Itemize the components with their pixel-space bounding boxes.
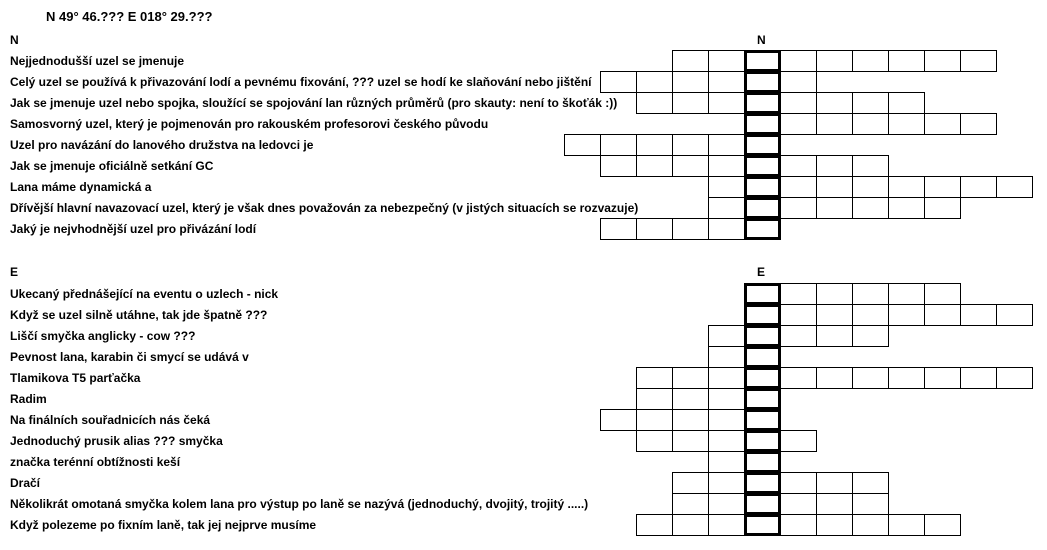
clue-text: Liščí smyčka anglicky - cow ???: [10, 329, 196, 343]
answer-cell[interactable]: [672, 388, 709, 410]
answer-cell[interactable]: [708, 430, 745, 452]
answer-cell[interactable]: [924, 283, 961, 305]
answer-cell[interactable]: [708, 92, 745, 114]
answer-cell[interactable]: [600, 218, 637, 240]
clue-text: Několikrát omotaná smyčka kolem lana pro výstup po laně se nazývá (jednoduchý, dvojitý, trojitý .....): [10, 497, 589, 511]
answer-cell[interactable]: [816, 325, 853, 347]
answer-cell[interactable]: [816, 113, 853, 135]
key-column-letter-0: N: [757, 33, 766, 47]
answer-cell[interactable]: [852, 155, 889, 177]
answer-cell[interactable]: [564, 134, 601, 156]
answer-key-cell[interactable]: [744, 472, 781, 494]
clue-text: Pevnost lana, karabin či smycí se udává v: [10, 350, 249, 364]
answer-cell[interactable]: [888, 283, 925, 305]
answer-cell[interactable]: [780, 50, 817, 72]
clue-text: Na finálních souřadnicích nás čeká: [10, 413, 211, 427]
answer-cell[interactable]: [852, 472, 889, 494]
section-letter-0: N: [10, 33, 19, 47]
answer-cell[interactable]: [816, 514, 853, 536]
answer-cell[interactable]: [636, 388, 673, 410]
clue-text: Jaký je nejvhodnější uzel pro přivázání lodí: [10, 222, 257, 236]
clue-text: Jak se jmenuje uzel nebo spojka, sloužící se spojování lan různých průměrů (pro skauty: není to škoťák :)): [10, 96, 618, 110]
answer-cell[interactable]: [888, 367, 925, 389]
answer-cell[interactable]: [672, 472, 709, 494]
answer-key-cell[interactable]: [744, 367, 781, 389]
clue-text: Uzel pro navázání do lanového družstva na ledovci je: [10, 138, 314, 152]
answer-cell[interactable]: [852, 514, 889, 536]
answer-cell[interactable]: [924, 367, 961, 389]
answer-cell[interactable]: [816, 50, 853, 72]
answer-cell[interactable]: [672, 493, 709, 515]
answer-cell[interactable]: [924, 50, 961, 72]
answer-cell[interactable]: [780, 92, 817, 114]
answer-key-cell[interactable]: [744, 409, 781, 431]
answer-cell[interactable]: [708, 367, 745, 389]
answer-cell[interactable]: [672, 134, 709, 156]
clue-text: Jednoduchý prusik alias ??? smyčka: [10, 434, 223, 448]
answer-cell[interactable]: [636, 430, 673, 452]
answer-key-cell[interactable]: [744, 388, 781, 410]
answer-cell[interactable]: [960, 176, 997, 198]
answer-cell[interactable]: [816, 92, 853, 114]
answer-cell[interactable]: [708, 409, 745, 431]
answer-cell[interactable]: [780, 367, 817, 389]
answer-cell[interactable]: [816, 176, 853, 198]
answer-cell[interactable]: [924, 176, 961, 198]
answer-cell[interactable]: [852, 92, 889, 114]
answer-cell[interactable]: [852, 283, 889, 305]
answer-cell[interactable]: [672, 367, 709, 389]
answer-cell[interactable]: [852, 197, 889, 219]
answer-key-cell[interactable]: [744, 92, 781, 114]
answer-cell[interactable]: [708, 134, 745, 156]
clue-text: Dřívější hlavní navazovací uzel, který je však dnes považován za nebezpečný (v jistých situacích se rozvazuje): [10, 201, 639, 215]
answer-cell[interactable]: [960, 113, 997, 135]
answer-cell[interactable]: [852, 367, 889, 389]
clue-text: Lana máme dynamická a: [10, 180, 152, 194]
answer-cell[interactable]: [636, 155, 673, 177]
answer-key-cell[interactable]: [744, 176, 781, 198]
section-letter-1: E: [10, 265, 19, 279]
answer-cell[interactable]: [780, 325, 817, 347]
clue-text: Ukecaný přednášející na eventu o uzlech - nick: [10, 287, 279, 301]
answer-cell[interactable]: [708, 176, 745, 198]
answer-cell[interactable]: [924, 113, 961, 135]
answer-cell[interactable]: [708, 325, 745, 347]
answer-cell[interactable]: [672, 50, 709, 72]
answer-cell[interactable]: [924, 304, 961, 326]
answer-cell[interactable]: [960, 367, 997, 389]
answer-key-cell[interactable]: [744, 113, 781, 135]
key-column-letter-1: E: [757, 265, 766, 279]
answer-cell[interactable]: [780, 176, 817, 198]
answer-cell[interactable]: [672, 218, 709, 240]
clue-text: Tlamikova T5 parťačka: [10, 371, 141, 385]
answer-cell[interactable]: [636, 71, 673, 93]
clue-text: značka terénní obtížnosti keší: [10, 455, 181, 469]
clue-text: Nejjednodušší uzel se jmenuje: [10, 54, 185, 68]
answer-cell[interactable]: [888, 514, 925, 536]
answer-cell[interactable]: [888, 304, 925, 326]
answer-cell[interactable]: [636, 218, 673, 240]
answer-cell[interactable]: [996, 176, 1033, 198]
answer-cell[interactable]: [816, 197, 853, 219]
answer-key-cell[interactable]: [744, 218, 781, 240]
answer-cell[interactable]: [708, 514, 745, 536]
answer-cell[interactable]: [708, 197, 745, 219]
answer-key-cell[interactable]: [744, 71, 781, 93]
answer-cell[interactable]: [888, 50, 925, 72]
answer-cell[interactable]: [888, 92, 925, 114]
answer-cell[interactable]: [636, 92, 673, 114]
answer-cell[interactable]: [636, 367, 673, 389]
clue-text: Samosvorný uzel, který je pojmenován pro rakouském profesorovi českého původu: [10, 117, 489, 131]
answer-key-cell[interactable]: [744, 514, 781, 536]
answer-key-cell[interactable]: [744, 50, 781, 72]
answer-cell[interactable]: [672, 92, 709, 114]
answer-key-cell[interactable]: [744, 283, 781, 305]
answer-cell[interactable]: [636, 514, 673, 536]
answer-cell[interactable]: [996, 304, 1033, 326]
answer-cell[interactable]: [672, 155, 709, 177]
answer-cell[interactable]: [708, 472, 745, 494]
answer-cell[interactable]: [780, 71, 817, 93]
answer-cell[interactable]: [708, 346, 745, 368]
answer-cell[interactable]: [852, 325, 889, 347]
answer-cell[interactable]: [816, 283, 853, 305]
clue-text: Dračí: [10, 476, 41, 490]
answer-key-cell[interactable]: [744, 197, 781, 219]
answer-key-cell[interactable]: [744, 430, 781, 452]
answer-cell[interactable]: [852, 176, 889, 198]
answer-key-cell[interactable]: [744, 325, 781, 347]
answer-cell[interactable]: [852, 50, 889, 72]
answer-cell[interactable]: [924, 197, 961, 219]
answer-cell[interactable]: [780, 283, 817, 305]
answer-cell[interactable]: [816, 367, 853, 389]
clue-text: Celý uzel se používá k přivazování lodí a pevnému fixování, ??? uzel se hodí ke slaňování nebo jištění: [10, 75, 592, 89]
answer-key-cell[interactable]: [744, 155, 781, 177]
answer-cell[interactable]: [780, 304, 817, 326]
answer-cell[interactable]: [780, 430, 817, 452]
answer-cell[interactable]: [816, 155, 853, 177]
answer-cell[interactable]: [708, 50, 745, 72]
answer-cell[interactable]: [636, 134, 673, 156]
clue-text: Radim: [10, 392, 47, 406]
answer-cell[interactable]: [924, 514, 961, 536]
answer-cell[interactable]: [708, 388, 745, 410]
answer-cell[interactable]: [780, 155, 817, 177]
clue-text: Když se uzel silně utáhne, tak jde špatně ???: [10, 308, 268, 322]
answer-cell[interactable]: [816, 304, 853, 326]
answer-cell[interactable]: [600, 155, 637, 177]
answer-cell[interactable]: [708, 71, 745, 93]
answer-cell[interactable]: [816, 472, 853, 494]
answer-cell[interactable]: [672, 514, 709, 536]
answer-cell[interactable]: [816, 493, 853, 515]
answer-cell[interactable]: [780, 514, 817, 536]
answer-cell[interactable]: [708, 218, 745, 240]
coordinates: N 49° 46.??? E 018° 29.???: [46, 9, 213, 24]
answer-key-cell[interactable]: [744, 493, 781, 515]
answer-cell[interactable]: [672, 71, 709, 93]
clue-text: Jak se jmenuje oficiálně setkání GC: [10, 159, 214, 173]
answer-cell[interactable]: [708, 155, 745, 177]
answer-cell[interactable]: [852, 493, 889, 515]
answer-cell[interactable]: [780, 113, 817, 135]
answer-cell[interactable]: [708, 451, 745, 473]
answer-cell[interactable]: [780, 472, 817, 494]
answer-cell[interactable]: [888, 113, 925, 135]
answer-cell[interactable]: [852, 304, 889, 326]
answer-key-cell[interactable]: [744, 451, 781, 473]
answer-cell[interactable]: [888, 176, 925, 198]
answer-cell[interactable]: [600, 409, 637, 431]
clue-text: Když polezeme po fixním laně, tak jej nejprve musíme: [10, 518, 317, 532]
answer-cell[interactable]: [960, 50, 997, 72]
answer-cell[interactable]: [960, 304, 997, 326]
answer-cell[interactable]: [636, 409, 673, 431]
answer-cell[interactable]: [852, 113, 889, 135]
answer-key-cell[interactable]: [744, 134, 781, 156]
answer-cell[interactable]: [780, 493, 817, 515]
answer-cell[interactable]: [600, 71, 637, 93]
answer-cell[interactable]: [780, 197, 817, 219]
answer-key-cell[interactable]: [744, 304, 781, 326]
answer-cell[interactable]: [996, 367, 1033, 389]
answer-cell[interactable]: [888, 197, 925, 219]
answer-cell[interactable]: [672, 430, 709, 452]
answer-cell[interactable]: [708, 493, 745, 515]
answer-key-cell[interactable]: [744, 346, 781, 368]
answer-cell[interactable]: [672, 409, 709, 431]
answer-cell[interactable]: [600, 134, 637, 156]
